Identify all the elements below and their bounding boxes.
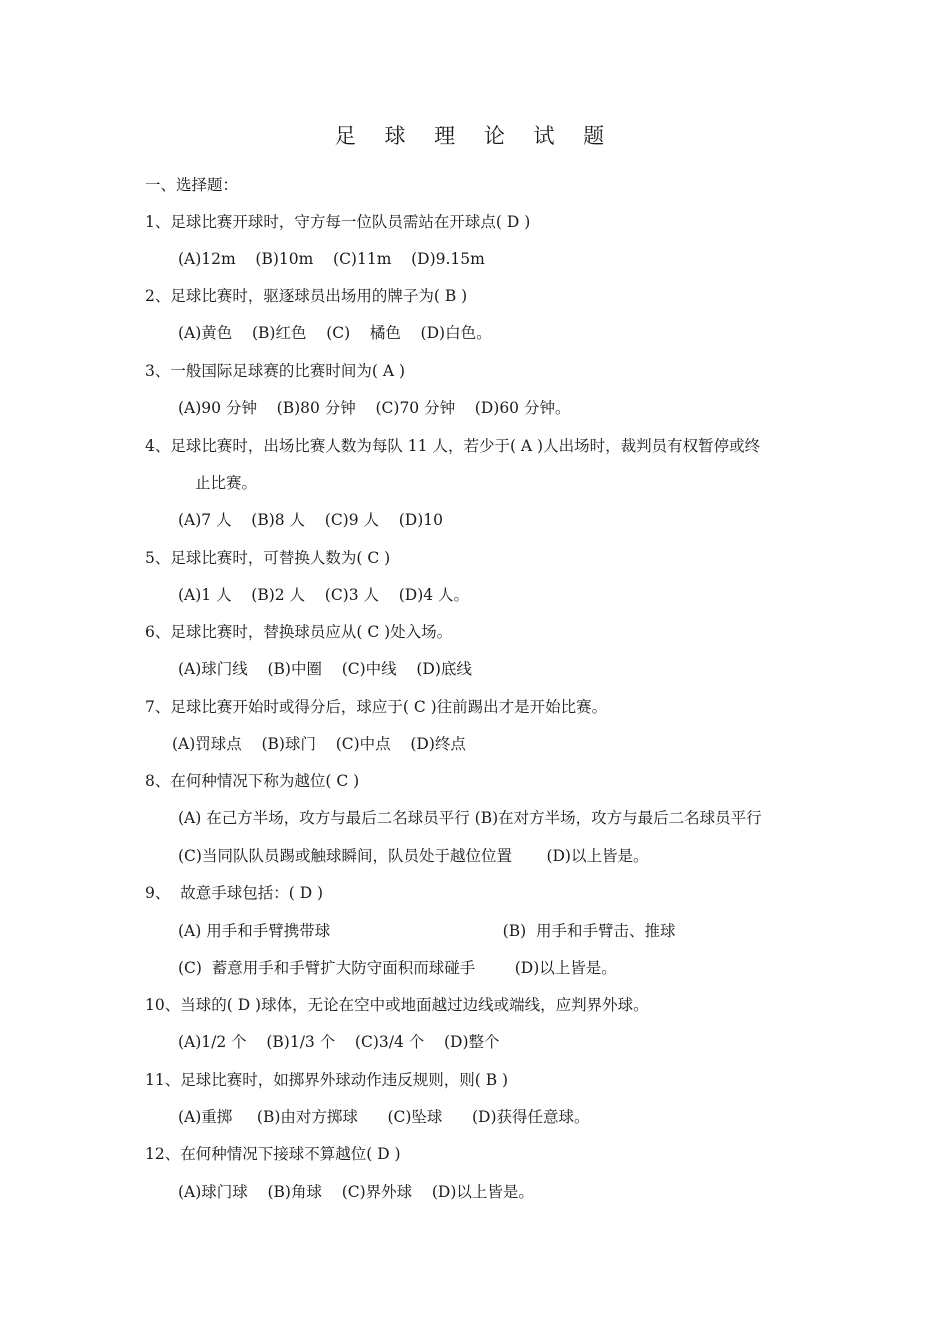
question-5: 5、足球比赛时，可替换人数为( C ) [145, 549, 391, 567]
question-12: 12、在何种情况下接球不算越位( D ) [145, 1145, 401, 1163]
question-5-options: (A)1 人 (B)2 人 (C)3 人 (D)4 人。 [178, 586, 470, 604]
question-11-options: (A)重掷 (B)由对方掷球 (C)坠球 (D)获得任意球。 [178, 1108, 590, 1126]
question-4-continuation: 止比赛。 [195, 474, 258, 492]
question-12-options: (A)球门球 (B)角球 (C)界外球 (D)以上皆是。 [178, 1183, 534, 1201]
question-3: 3、一般国际足球赛的比赛时间为( A ) [145, 362, 406, 380]
question-10: 10、当球的( D )球体，无论在空中或地面越过边线或端线，应判界外球。 [145, 996, 649, 1014]
question-2-options: (A)黄色 (B)红色 (C) 橘色 (D)白色。 [178, 324, 492, 342]
question-4: 4、足球比赛时，出场比赛人数为每队 11 人，若少于( A )人出场时，裁判员有权暂停或终 [145, 437, 761, 455]
question-2: 2、足球比赛时，驱逐球员出场用的牌子为( B ) [145, 287, 468, 305]
question-9: 9、 故意手球包括：( D ) [145, 884, 324, 902]
question-6: 6、足球比赛时，替换球员应从( C )处入场。 [145, 623, 453, 641]
question-11: 11、足球比赛时，如掷界外球动作违反规则，则( B ) [145, 1071, 509, 1089]
question-8: 8、在何种情况下称为越位( C ) [145, 772, 360, 790]
question-8-options-row-2: (C)当同队队员踢或触球瞬间，队员处于越位位置 (D)以上皆是。 [178, 847, 649, 865]
section-heading: 一、选择题： [145, 176, 239, 194]
question-1: 1、足球比赛开球时，守方每一位队员需站在开球点( D ) [145, 213, 531, 231]
question-7-options: (A)罚球点 (B)球门 (C)中点 (D)终点 [172, 735, 466, 753]
question-10-options: (A)1/2 个 (B)1/3 个 (C)3/4 个 (D)整个 [178, 1033, 500, 1051]
question-1-options: (A)12m (B)10m (C)11m (D)9.15m [178, 250, 485, 268]
question-3-options: (A)90 分钟 (B)80 分钟 (C)70 分钟 (D)60 分钟。 [178, 399, 571, 417]
document-title: 足 球 理 论 试 题 [334, 124, 616, 148]
question-7: 7、足球比赛开始时或得分后，球应于( C )往前踢出才是开始比赛。 [145, 698, 608, 716]
question-6-options: (A)球门线 (B)中圈 (C)中线 (D)底线 [178, 660, 472, 678]
question-9-options-row-1: (A) 用手和手臂携带球 (B) 用手和手臂击、推球 [178, 922, 676, 940]
question-9-options-row-2: (C) 蓄意用手和手臂扩大防守面积而球碰手 (D)以上皆是。 [178, 959, 617, 977]
question-4-options: (A)7 人 (B)8 人 (C)9 人 (D)10 [178, 511, 443, 529]
question-8-options-row-1: (A) 在己方半场，攻方与最后二名球员平行 (B)在对方半场，攻方与最后二名球员平行 [178, 809, 762, 827]
